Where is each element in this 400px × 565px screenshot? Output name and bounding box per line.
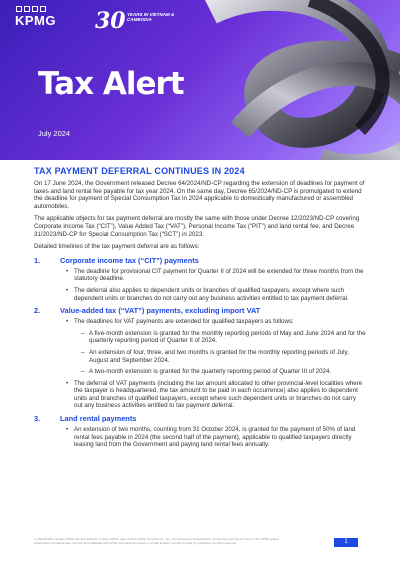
anniversary-text: YEARS IN VIETNAM & CAMBODIA: [127, 12, 175, 22]
dash-item: – A five-month extension is granted for the monthly reporting periods of May and June 2024 and for the quarterly reporting period of Quarter II of 2024.: [89, 330, 366, 345]
bullet-item: • The deadlines for VAT payments are extended for qualified taxpayers as follows:: [74, 318, 366, 326]
detailed-paragraph: Detailed timelines of the tax payment deferral are as follows:: [34, 243, 200, 251]
publication-date: July 2024: [38, 129, 71, 138]
article-heading: TAX PAYMENT DEFERRAL CONTINUES IN 2024: [34, 166, 245, 176]
section-heading-land-rental: [34, 414, 366, 423]
bullet-item: • The deadline for provisional CIT payment for Quarter II of 2024 will be extended for three months from the statutory deadline.: [74, 268, 366, 283]
dash-item: – An extension of four, three, and two months is granted for the monthly reporting periods of July, August and September 2024.: [89, 349, 366, 364]
kpmg-logo-squares: [16, 6, 46, 12]
anniversary-number: 30: [95, 8, 126, 34]
bullet-item: • The deferral also applies to dependent units or branches of qualified taxpayers, except where such dependent units or branches do not carry out any business activities entitled to tax payment deferral.: [74, 287, 366, 302]
section-title: Corporate income tax (“CIT”) payments: [60, 255, 199, 265]
page-title: Tax Alert: [38, 66, 184, 102]
bullet-item: • The deferral of VAT payments (including the tax amount allocated to other provincial-level localities where the taxpayer is headquartered, the tax amount to be paid in each occurrence) also applies to dependent units and branches of qualified taxpayers, except where such dependent units or branches do not carry out any business activities entitled to tax payment deferral.: [74, 380, 366, 410]
section-title: Land rental payments: [60, 414, 137, 424]
article-body: [34, 166, 366, 453]
abstract-swirl-graphic: [170, 0, 400, 160]
section-heading-vat: [34, 306, 366, 315]
page-number: 1: [334, 538, 358, 547]
objects-paragraph: The applicable objects for tax payment deferral are mostly the same with those under Decree 12/2023/ND-CP covering Corporate Income Tax (“CIT”), Value Added Tax (“VAT”), Personal Income Tax (“PIT”) and land rental fee, and Decree 31/2023/ND-CP for Special Consumption Tax (“SCT”) in 2023.: [34, 215, 360, 238]
anniversary-badge: [95, 8, 175, 34]
section-number: 2.: [34, 306, 41, 316]
kpmg-logo: KPMG: [15, 13, 56, 28]
section-title: Value-added tax (“VAT”) payments, excluding import VAT: [60, 306, 261, 316]
header-banner: [0, 0, 400, 160]
section-number: 1.: [34, 255, 41, 265]
bullet-item: • An extension of two months, counting from 31 October 2024, is granted for the payment of 50% of land rental fees payable in 2024 (the second half of the payment), applicable to qualified taxpayers directly leasing land from the Government and paying land rental fees annually.: [74, 426, 366, 449]
footer-disclaimer: © 2024 KPMG Limited, KPMG Tax and Advisory Limited, KPMG Law Limited, KPMG Services Co., Ltd., all Vietnamese limited liability companies and member firms of the KPMG global organization of independent member firms affiliated with KPMG International Limited, a private English company limited by guarantee. All rights reserved.: [34, 537, 279, 545]
section-heading-cit: [34, 256, 366, 265]
dash-item: – A two-month extension is granted for the quarterly reporting period of Quarter III of 2024.: [89, 368, 366, 376]
intro-paragraph: On 17 June 2024, the Government released Decree 64/2024/ND-CP regarding the extension of deadlines for payment of taxes and land rental fee payable for tax year 2024. On the same day, Decree 65/2024/ND-CP is promulgated to extend the deadline for payment of Special Consumption Tax in 2024 applicable to domestically manufactured or assembled automobiles.: [34, 180, 365, 210]
section-number: 3.: [34, 414, 41, 424]
